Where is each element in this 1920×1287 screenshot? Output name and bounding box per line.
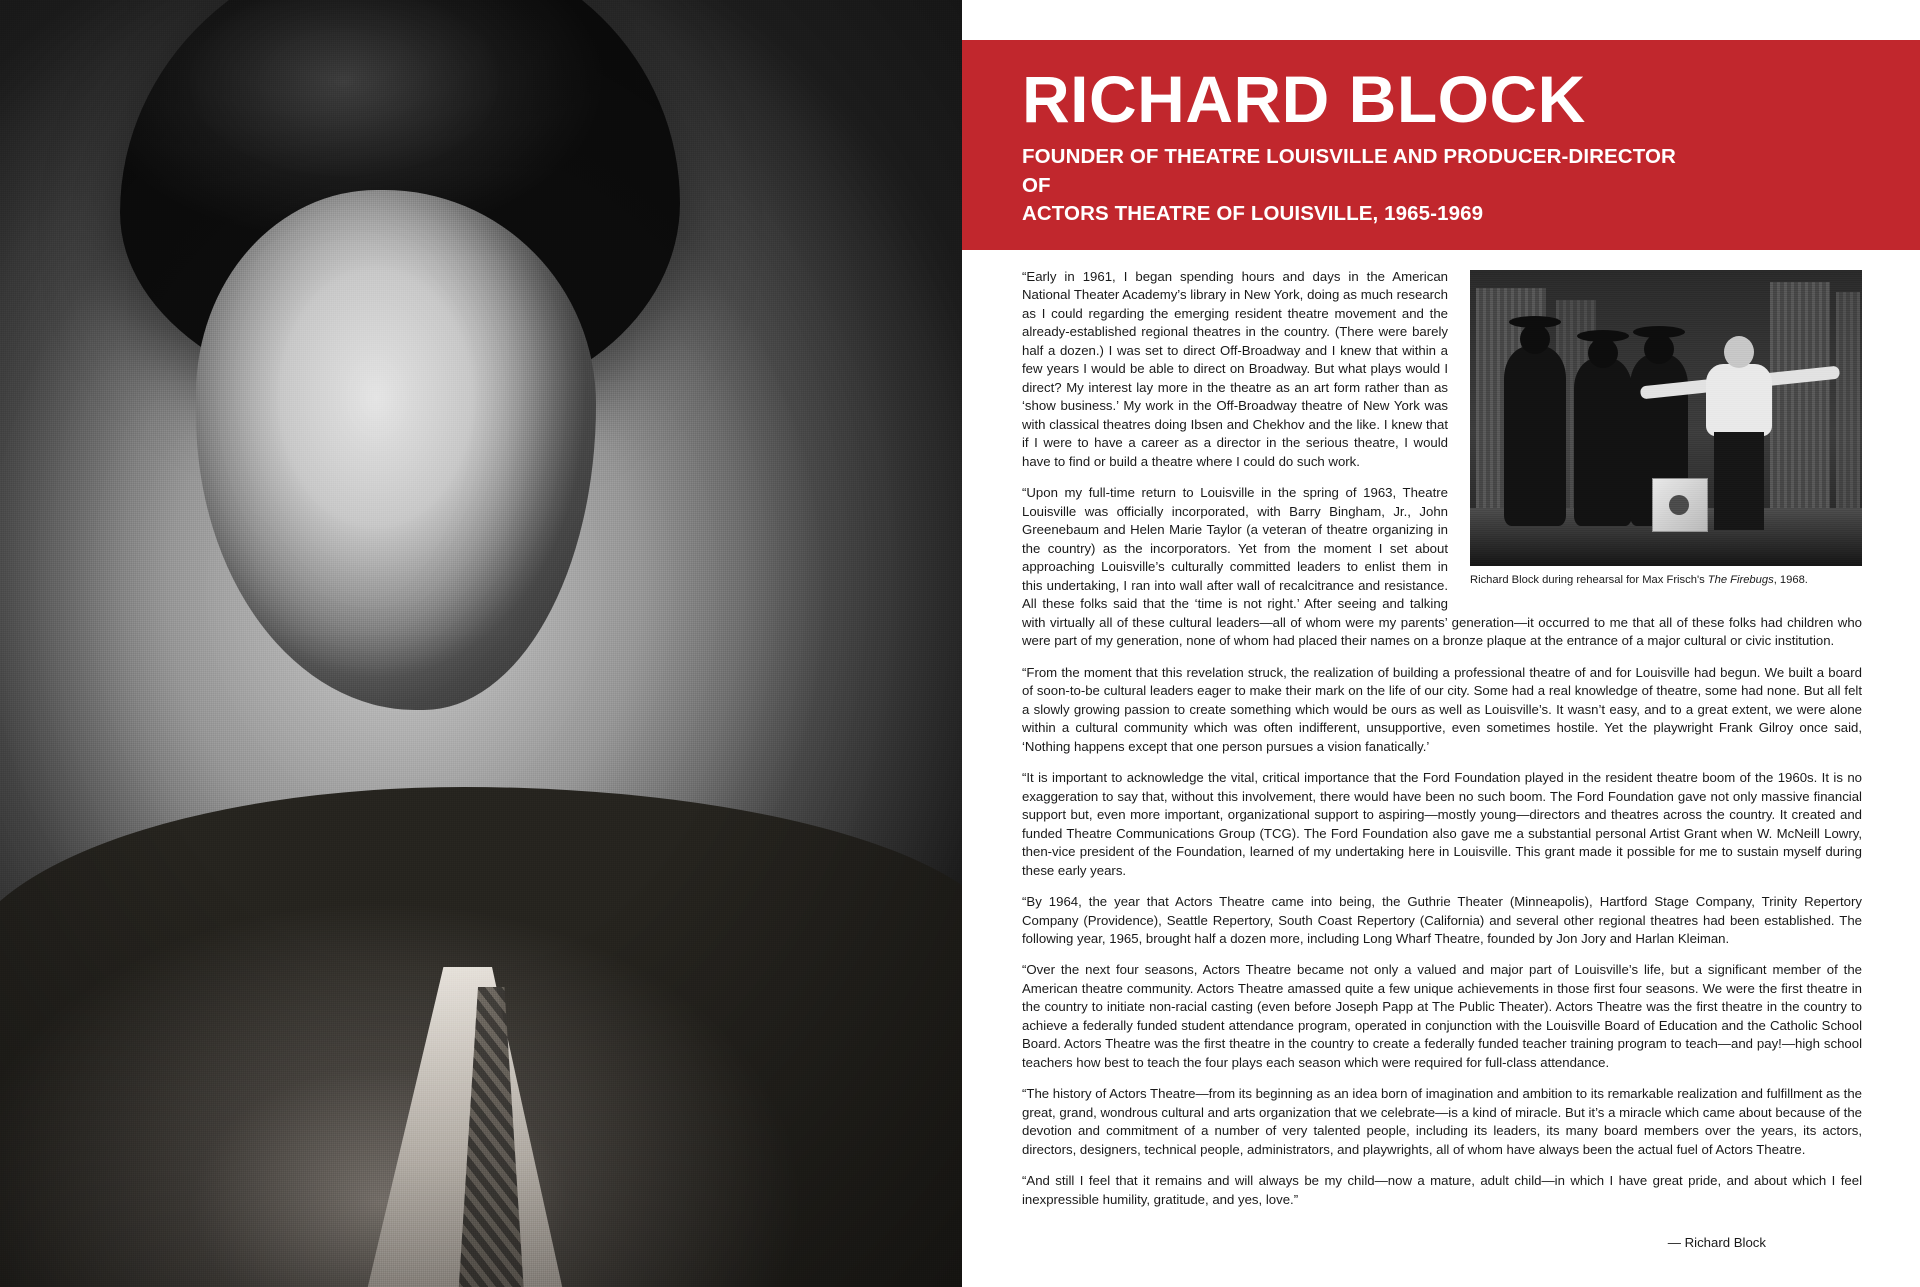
rehearsal-photo xyxy=(1470,270,1862,566)
paragraph: “It is important to acknowledge the vital, critical importance that the Ford Foundation played in the resident theatre boom of the 1960s. It is no exaggeration to say that, without this involvement, there would have been no such boom. The Ford Foundation gave not only massive financial support but, even more important, organizational support to aspiring—mostly young—directors and theatres across the country. It created and funded Theatre Communications Group (TCG). The Ford Foundation also gave me a substantial personal Artist Grant when W. McNeill Lowry, then-vice president of the Foundation, learned of my undertaking here in Louisville. This grant made it possible for me to sustain myself during these early years. xyxy=(1022,770,1862,878)
paragraph: “Over the next four seasons, Actors Theatre became not only a valued and major part of Louisville’s life, but a significant member of the American theatre community. Actors Theatre amassed quite a few unique achievements in those first four seasons. We were the first theatre in the country to initiate non-racial casting (even before Joseph Papp at The Public Theater). Actors Theatre was the first theatre in the country to achieve a federally funded student attendance program, operated in conjunction with the Louisville Board of Education and the Catholic School Board. Actors Theatre was the first theatre in the country to create a federally funded teacher training program to teach—and pay!—high school teachers how best to teach the four plays each season which were required for full-class attendance. xyxy=(1022,962,1862,1070)
attribution: — Richard Block xyxy=(1667,1235,1766,1251)
caption-title: The Firebugs xyxy=(1707,574,1774,586)
page-subtitle-line1: FOUNDER OF THEATRE LOUISVILLE AND PRODUCER-DIRECTOR OF xyxy=(1022,145,1676,197)
header-band xyxy=(962,40,1920,250)
paragraph: “And still I feel that it remains and will always be my child—now a mature, adult child—in which I have great pride, and about which I feel inexpressible humility, gratitude, and yes, love.” xyxy=(1022,1173,1862,1207)
article-body xyxy=(1022,268,1862,1250)
content-panel xyxy=(962,0,1920,1287)
photo-grain xyxy=(1470,270,1862,566)
caption-suffix: , 1968. xyxy=(1773,574,1808,586)
caption-prefix: Richard Block during rehearsal for Max Frisch's xyxy=(1470,574,1708,586)
paragraph: “The history of Actors Theatre—from its beginning as an idea born of imagination and ambition to its remarkable realization and fulfillment as the great, grand, wondrous cultural and arts organization that we celebrate—is a kind of miracle. But it’s a miracle which came about because of the devotion and commitment of a number of very talented people, including its leaders, its many board members over the years, its actors, directors, designers, technical people, administrators, and playwrights, all of whom have always been the actual fuel of Actors Theatre. xyxy=(1022,1086,1862,1157)
paragraph: “Upon my full-time return to Louisville in the spring of 1963, Theatre Louisville was officially incorporated, with Barry Bingham, Jr., John Greenebaum and Helen Marie Taylor (a veteran of theatre organizing in the country) as the incorporators. Yet from the moment I set about approaching Louisville’s culturally committed leaders to enlist them in this undertaking, I ran into wall after wall of recalcitrance and resistance. All these folks said that the ‘time is not right.’ After seeing and talking with virtually all of these cultural leaders—all of whom were my parents’ generation—it occurred to me that all of these folks had children who were part of my generation, none of whom had placed their names on a bronze plaque at the entrance of a major cultural or civic institution. xyxy=(1022,485,1862,649)
page-title: RICHARD BLOCK xyxy=(1022,62,1586,136)
page-subtitle-line2: ACTORS THEATRE OF LOUISVILLE, 1965-1969 xyxy=(1022,201,1484,225)
figure-caption xyxy=(1470,573,1862,588)
rehearsal-figure xyxy=(1470,270,1862,588)
paragraph: “From the moment that this revelation struck, the realization of building a professional theatre of and for Louisville had begun. We built a board of soon-to-be cultural leaders eager to make their mark on the life of our city. Some had a real knowledge of theatre, some had none. But all felt a slowly growing passion to create something which would be ours as well as Louisville’s. It wasn’t easy, and to a great extent, we were alone within a cultural community which was often indifferent, unsupportive, even sometimes hostile. Yet the playwright Frank Gilroy once said, ‘Nothing happens except that one person pursues a vision fanatically.’ xyxy=(1022,664,1862,754)
paragraph: “Early in 1961, I began spending hours and days in the American National Theater Academy’s library in New York, doing as much research as I could regarding the emerging resident theatre movement and the already-established regional theatres in the country. (There were barely half a dozen.) I was set to direct Off-Broadway and I knew that within a few years I would be able to direct on Broadway. But what plays would I direct? My interest lay more in the theatre as an art form rather than as ‘show business.’ My work in the Off-Broadway theatre of New York was with classical theatres doing Ibsen and Chekhov and the like. I knew that if I were to have a career as a director in the serious theatre, I would have to find or build a theatre where I could do such work. xyxy=(1022,269,1448,469)
paragraph: “By 1964, the year that Actors Theatre came into being, the Guthrie Theater (Minneapolis), Hartford Stage Company, Trinity Repertory Company (Providence), Seattle Repertory, South Coast Repertory (California) and several other regional theatres had been established. The following year, 1965, brought half a dozen more, including Long Wharf Theatre, founded by Jon Jory and Harlan Kleiman. xyxy=(1022,894,1862,946)
